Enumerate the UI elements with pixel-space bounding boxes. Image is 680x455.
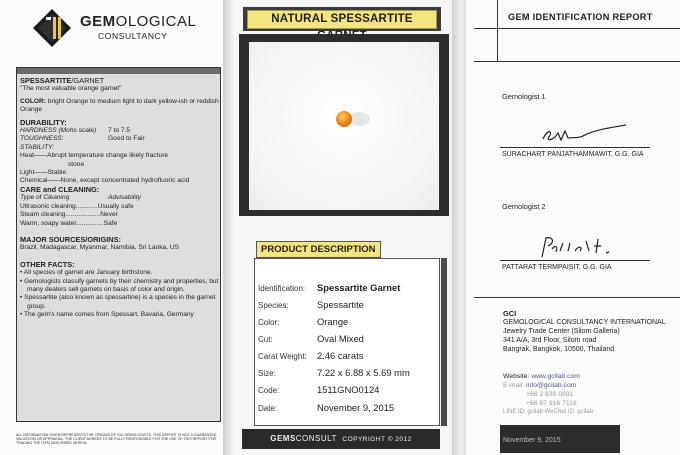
disclaimer: ALL INFORMATION GIVEN REPRESENTS THE OPINION OF GCI GEMOLOGISTS. THIS REPORT IS NOT A GUARANTEE, VALUATION OR APPRAISAL. THE CLIENT AGREES TO BE FULLY RESPONSIBLE FOR THE USE OF THIS REPORT FOR TRADING THE ITEM DESCRIBED HEREIN. [16,433,218,446]
durability-heading: DURABILITY: [20,117,67,127]
section-rule [474,61,680,62]
care-heading: CARE and CLEANING: [20,184,100,194]
address-line: Jewelry Trade Center (Silom Galleria) [503,328,620,335]
care-row: Warm, soapy water............... Safe [20,219,118,227]
phone-row-2: +66 87 916 7118 [526,400,577,407]
identification-report-title: GEM IDENTIFICATION REPORT [508,12,653,22]
gci-logo-icon [32,8,72,48]
stability-heat: Heat——Abrupt temperature change likely fracture [20,152,169,160]
gem-quote: "The most valuable orange garnet" [20,85,122,93]
section-rule [474,297,680,298]
toughness-row: TOUGHNESS: Good to Fair [20,135,145,143]
sources-heading: MAJOR SOURCES/ORIGINS: [20,234,122,244]
care-header: Type of Cleaning Advisability [20,194,141,202]
title-rule [474,28,680,29]
garnet-gem-image [336,111,352,127]
gem-name: SPESSARTITE/GARNET [20,76,105,85]
color-description: COLOR: bright Orange to medium light to dark yellow-ish or reddish Orange [20,97,219,114]
fact-item: • All species of garnet are January birthstone. [20,269,153,277]
gemologist-2-signature-icon [538,233,623,259]
fact-item: • Spessartite (also known as spessartine) is a species in the garnet group. [20,294,216,310]
gemologist-2-label: Gemologist 2 [502,202,546,211]
line-wechat-row: LINE ID: gcilab WeChat ID: gcilab [503,409,593,415]
company-address [503,309,673,354]
faded-date: November 9, 2015 [503,437,561,444]
email-link[interactable]: info@gcilab.com [526,382,577,389]
website-row: Website: www.gcilab.com [503,373,580,380]
gem-info-text [20,77,220,320]
gemologist-1-signature-icon [540,122,630,146]
signature-line-1 [500,147,650,148]
product-description-label: PRODUCT DESCRIPTION [256,241,381,258]
product-box-shadow [441,258,447,426]
logo-wordmark: GEMOLOGICAL [80,13,197,30]
gemologist-1-name: SURACHART PANJATHAMMAWIT, G.G. GIA [502,151,644,158]
address-line: 341 A/A, 3rd Floor, Silom road [503,337,597,344]
pd-species: Species: Spessartite [258,299,364,310]
facts-heading: OTHER FACTS: [20,259,75,269]
gci-short: GCI [503,309,517,318]
company-name: GEMOLOGICAL CONSULTANCY INTERNATIONAL [503,319,666,326]
signature-line-2 [500,260,650,261]
company-contact [503,372,673,417]
gemsconsult-footer: GEMSCONSULT COPYRIGHT © 2012 [242,429,440,449]
pd-carat-weight: Carat Weight: 2.46 carats [258,350,364,361]
address-line: Bangrak, Bangkok, 10500, Thailand [503,346,615,353]
hardness-row: HARDNESS (Mohs scale) 7 to 7.5 [20,127,130,135]
pd-color: Color: Orange [258,316,349,327]
pd-cut: Cut: Oval Mixed [258,333,364,344]
pd-date: Date: November 9, 2015 [258,402,395,413]
stability-chemical: Chemical——None, except concentrated hydrofluoric acid [20,177,190,185]
stability-heat-cont: stone [68,160,85,168]
fact-item: • The gem's name comes from Spessart, Bavaria, Germany [20,311,194,319]
gemologist-2-name: PATTARAT TERMPAISIT, G.G. GIA [502,264,612,271]
pd-code: Code: 1511GNO0124 [258,384,380,395]
logo-subtitle: CONSULTANCY [98,31,168,41]
sources-text: Brazil, Madagascar, Myanmar, Namibia, Sri Lanka, US [20,244,180,252]
fact-item: • Gemologists classify garnets by their chemistry and properties, but many dealers sell garnets on basis of color and origin. [20,277,219,293]
pd-size: Size: 7.22 x 6.88 x 5.69 mm [258,367,410,378]
report-title: NATURAL SPESSARTITE [247,10,437,29]
website-link[interactable]: www.gcilab.com [531,373,580,380]
phone-row: +66 2 630 0891 [526,391,574,398]
stability-light: Light——Stable [20,169,67,177]
care-row: Ultrasonic cleaning............ Usually safe [20,202,134,210]
pd-identification: Identification: Spessartite Garnet [258,282,401,293]
email-row: E-mail: info@gcilab.com [503,382,577,389]
vertical-rule [497,0,498,62]
care-row: Steam cleaning................... Never [20,211,118,219]
gemologist-1-label: Gemologist 1 [502,92,546,101]
stability-label: STABILITY: [20,143,55,151]
